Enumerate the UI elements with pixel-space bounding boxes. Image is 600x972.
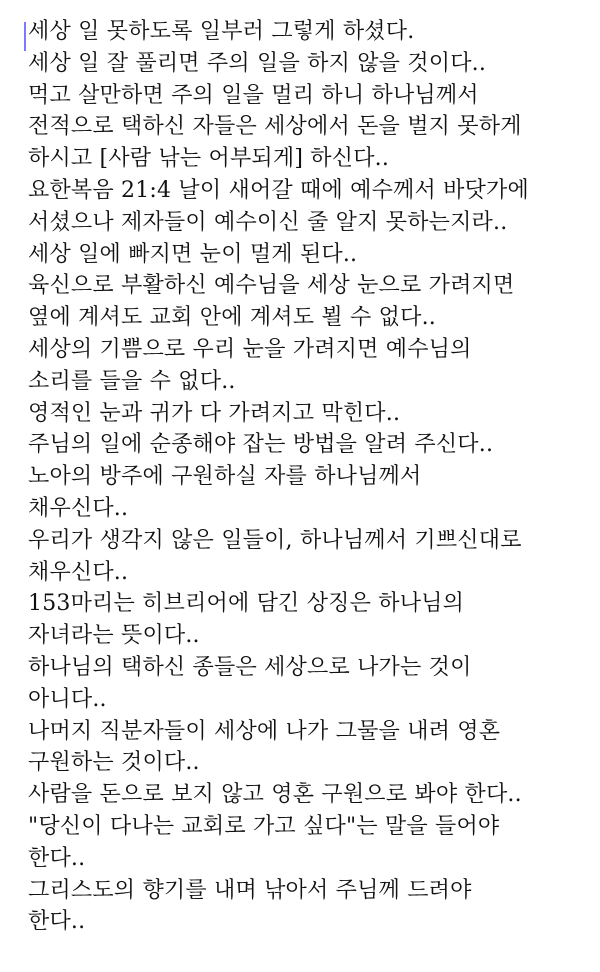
text-line: 세상 일 잘 풀리면 주의 일을 하지 않을 것이다.. — [28, 50, 487, 76]
text-line: 옆에 계셔도 교회 안에 계셔도 뵐 수 없다.. — [28, 305, 436, 331]
text-line: 서셨으나 제자들이 예수이신 줄 알지 못하는지라.. — [28, 209, 508, 235]
text-line: 소리를 들을 수 없다.. — [28, 368, 236, 394]
text-line: 전적으로 택하신 자들은 세상에서 돈을 벌지 못하게 — [28, 114, 522, 140]
text-cursor — [24, 22, 26, 51]
text-line: 한다.. — [28, 845, 86, 871]
text-line: 아니다.. — [28, 686, 107, 712]
text-line: 채우신다.. — [28, 495, 129, 521]
document-body[interactable] — [28, 16, 588, 938]
text-line: 세상 일에 빠지면 눈이 멀게 된다.. — [28, 241, 358, 267]
text-line: 육신으로 부활하신 예수님을 세상 눈으로 가려지면 — [28, 273, 515, 299]
text-line: 사람을 돈으로 보지 않고 영혼 구원으로 봐야 한다.. — [28, 782, 522, 808]
text-line: 노아의 방주에 구원하실 자를 하나님께서 — [28, 464, 422, 490]
text-line: 하나님의 택하신 종들은 세상으로 나가는 것이 — [28, 654, 472, 680]
text-line: 153마리는 히브리어에 담긴 상징은 하나님의 — [28, 591, 465, 617]
text-line: 구원하는 것이다.. — [28, 750, 200, 776]
text-line: 영적인 눈과 귀가 다 가려지고 막힌다.. — [28, 400, 401, 426]
text-line: 세상 일 못하도록 일부러 그렇게 하셨다. — [28, 19, 415, 44]
text-line: 세상의 기쁨으로 우리 눈을 가려지면 예수님의 — [28, 336, 472, 362]
text-line: 요한복음 21:4 날이 새어갈 때에 예수께서 바닷가에 — [28, 177, 529, 203]
text-line: 먹고 살만하면 주의 일을 멀리 하니 하나님께서 — [28, 82, 479, 108]
text-line: 주님의 일에 순종해야 잡는 방법을 알려 주신다.. — [28, 432, 494, 458]
text-line: 우리가 생각지 않은 일들이, 하나님께서 기쁘신대로 — [28, 527, 522, 553]
text-line: 채우신다.. — [28, 559, 129, 585]
text-line: 자녀라는 뜻이다.. — [28, 623, 200, 649]
text-line: 하시고 [사람 낚는 어부되게] 하신다.. — [28, 146, 390, 172]
text-line: 한다.. — [28, 909, 86, 935]
text-line: 그리스도의 향기를 내며 낚아서 주님께 드려야 — [28, 877, 472, 903]
text-line: 나머지 직분자들이 세상에 나가 그물을 내려 영혼 — [28, 718, 501, 744]
text-line: "당신이 다나는 교회로 가고 싶다"는 말을 들어야 — [28, 813, 500, 839]
